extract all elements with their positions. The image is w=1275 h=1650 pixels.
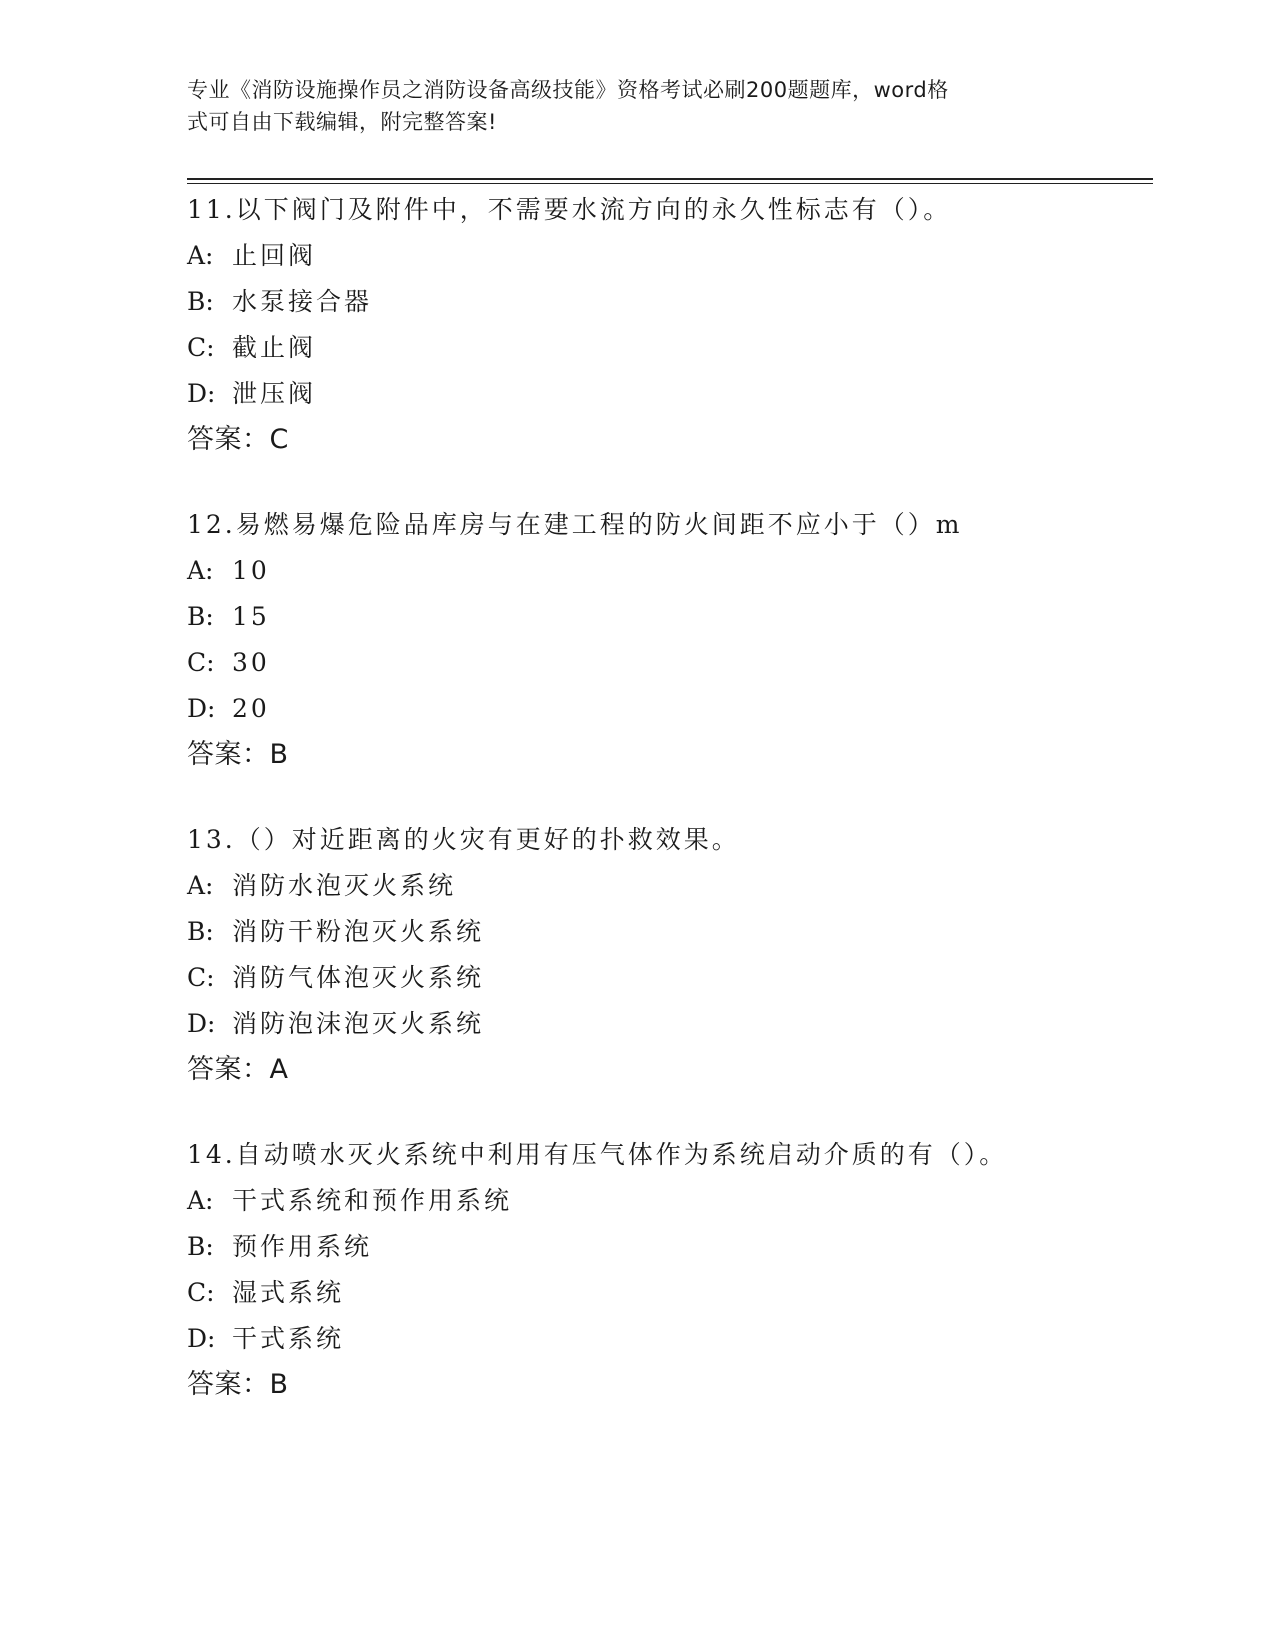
option-text: 水泵接合器 <box>232 287 373 316</box>
option-text: 止回阀 <box>232 241 317 270</box>
option-text: 泄压阀 <box>232 379 317 408</box>
answer-line: 答案：C <box>187 424 289 455</box>
option-letter: B: <box>187 287 214 316</box>
option-letter: A: <box>187 871 214 900</box>
option-text: 消防水泡灭火系统 <box>232 871 457 900</box>
option-text: 干式系统 <box>232 1324 345 1353</box>
question-12 <box>187 502 1187 778</box>
option-letter: C: <box>187 963 215 992</box>
option-d <box>187 371 1187 417</box>
option-text: 消防泡沫泡灭火系统 <box>232 1009 485 1038</box>
option-letter: D: <box>187 694 216 723</box>
option-a <box>187 1178 1187 1224</box>
option-letter: D: <box>187 1009 216 1038</box>
option-letter: A: <box>187 241 214 270</box>
question-11 <box>187 187 1187 463</box>
option-letter: B: <box>187 1232 214 1261</box>
answer-line: 答案：B <box>187 739 289 770</box>
question-stem: 14.自动喷水灭火系统中利用有压气体作为系统启动介质的有（）。 <box>187 1140 1008 1169</box>
option-letter: B: <box>187 602 214 631</box>
question-stem: 11.以下阀门及附件中，不需要水流方向的永久性标志有（）。 <box>187 195 952 224</box>
option-text: 预作用系统 <box>232 1232 373 1261</box>
question-13 <box>187 817 1187 1093</box>
option-text: 干式系统和预作用系统 <box>232 1186 513 1215</box>
option-text: 截止阀 <box>232 333 317 362</box>
option-text: 20 <box>232 694 270 723</box>
option-text: 10 <box>232 556 270 585</box>
answer-line: 答案：A <box>187 1054 289 1085</box>
option-c <box>187 640 1187 686</box>
option-c <box>187 325 1187 371</box>
question-stem: 13.（）对近距离的火灾有更好的扑救效果。 <box>187 825 740 854</box>
option-letter: B: <box>187 917 214 946</box>
option-letter: C: <box>187 648 215 677</box>
option-b <box>187 909 1187 955</box>
option-d <box>187 1316 1187 1362</box>
option-d <box>187 686 1187 732</box>
question-stem: 12.易燃易爆危险品库房与在建工程的防火间距不应小于（）m <box>187 510 963 539</box>
option-text: 15 <box>232 602 270 631</box>
question-14 <box>187 1132 1187 1408</box>
option-d <box>187 1001 1187 1047</box>
option-letter: A: <box>187 556 214 585</box>
option-letter: A: <box>187 1186 214 1215</box>
option-letter: D: <box>187 1324 216 1353</box>
option-text: 消防气体泡灭火系统 <box>232 963 485 992</box>
option-a <box>187 233 1187 279</box>
header-divider-thick <box>187 178 1153 180</box>
option-b <box>187 1224 1187 1270</box>
header-divider-thin <box>187 183 1153 184</box>
answer-line: 答案：B <box>187 1369 289 1400</box>
document-header <box>187 74 1067 138</box>
option-text: 30 <box>232 648 270 677</box>
header-line-2: 式可自由下载编辑，附完整答案! <box>187 110 497 134</box>
option-a <box>187 548 1187 594</box>
option-c <box>187 955 1187 1001</box>
header-line-1: 专业《消防设施操作员之消防设备高级技能》资格考试必刷200题题库，word格 <box>187 78 949 102</box>
option-letter: C: <box>187 1278 215 1307</box>
option-text: 消防干粉泡灭火系统 <box>232 917 485 946</box>
option-letter: D: <box>187 379 216 408</box>
option-a <box>187 863 1187 909</box>
option-c <box>187 1270 1187 1316</box>
option-b <box>187 594 1187 640</box>
option-letter: C: <box>187 333 215 362</box>
option-text: 湿式系统 <box>232 1278 345 1307</box>
option-b <box>187 279 1187 325</box>
